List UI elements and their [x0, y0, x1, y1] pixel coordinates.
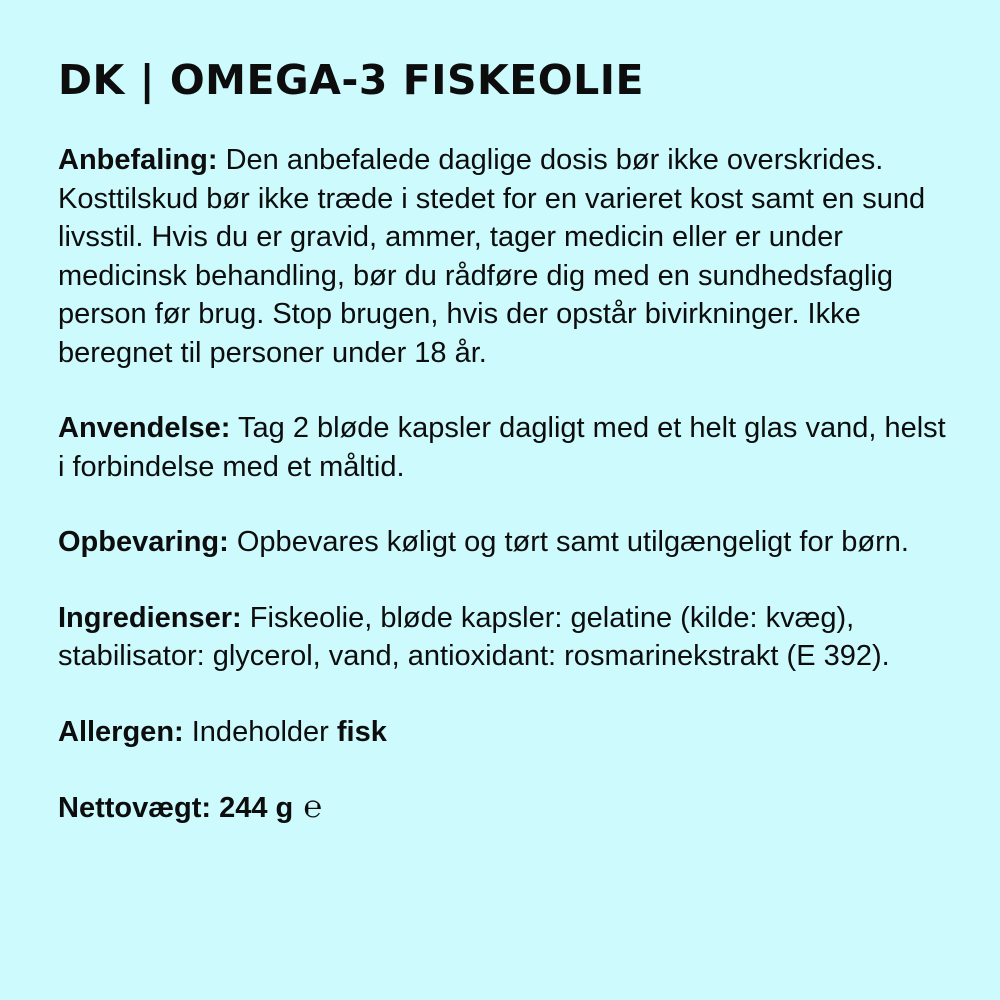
nettovaegt-label: Nettovægt:	[58, 792, 212, 824]
opbevaring-text: Opbevares køligt og tørt samt utilgængeligt for børn.	[236, 526, 909, 558]
section-anvendelse	[58, 409, 958, 486]
anbefaling-text: Den anbefalede daglige dosis bør ikke overskrides. Kosttilskud bør ikke træde i stedet for en varieret kost samt en sund livsstil. Hvis du er gravid, ammer, tager medicin eller er under medicinsk behandling, bør du rådføre dig med en sundhedsfaglig person før brug. Stop brugen, hvis der opstår bivirkninger. Ikke beregnet til personer under 18 år.	[58, 144, 926, 369]
ingredienser-text: Fiskeolie, bløde kapsler: gelatine (kilde: kvæg), stabilisator: glycerol, vand, antioxidant: rosmarinekstrakt (E 392).	[58, 601, 890, 672]
allergen-text: Indeholder	[191, 715, 329, 748]
anbefaling-label: Anbefaling:	[58, 144, 218, 176]
section-opbevaring	[58, 523, 958, 562]
ingredienser-label: Ingredienser:	[58, 601, 242, 634]
section-anbefaling	[58, 141, 958, 372]
section-nettovaegt	[58, 788, 958, 828]
nettovaegt-value: 244 g	[219, 792, 294, 824]
section-ingredienser	[58, 599, 958, 676]
label-page	[58, 55, 958, 865]
estimated-sign-icon: ℮	[303, 789, 322, 825]
anvendelse-text: Tag 2 bløde kapsler dagligt med et helt glas vand, helst i forbindelse med et måltid.	[58, 412, 946, 483]
allergen-emphasis: fisk	[336, 715, 387, 748]
anvendelse-label: Anvendelse:	[58, 412, 231, 444]
opbevaring-label: Opbevaring:	[58, 526, 229, 558]
page-title: DK | OMEGA-3 FISKEOLIE	[58, 56, 645, 104]
section-allergen	[58, 713, 958, 752]
allergen-label: Allergen:	[58, 715, 184, 748]
